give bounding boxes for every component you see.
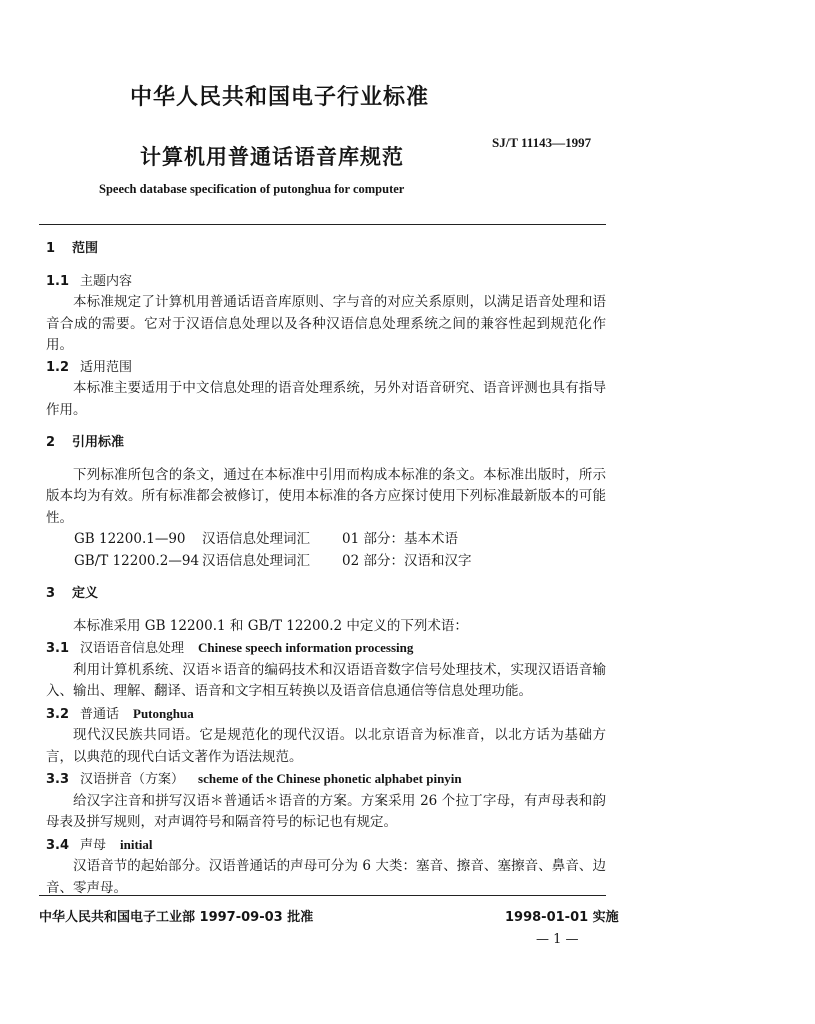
- section-3-heading: 3 定义: [46, 586, 99, 601]
- footer-rule: [39, 895, 606, 896]
- term-heading: 3.4 声母 initial: [46, 836, 153, 853]
- issuing-body-title: 中华人民共和国电子行业标准: [130, 85, 430, 110]
- effective-date: 1998-01-01 实施: [505, 910, 619, 925]
- reference-row: GB 12200.1—90 汉语信息处理词汇 01 部分：基本术语: [74, 531, 458, 547]
- term-definition: 利用计算机系统、汉语＊语音的编码技术和汉语语音数字信号处理技术，实现汉语语音输入、输出、理解、翻译、语音和文字相互转换以及语音信息通信等信息处理功能。: [46, 661, 606, 699]
- standard-number: SJ/T 11143—1997: [492, 135, 592, 150]
- section-1-1-text: 本标准规定了计算机用普通话语音库原则、字与音的对应关系原则，以满足语音处理和语音合成的需要。它对于汉语信息处理以及各种汉语信息处理系统之间的兼容性起到规范化作用。: [46, 294, 606, 353]
- reference-row: GB/T 12200.2—94 汉语信息处理词汇 02 部分：汉语和汉字: [74, 552, 472, 569]
- term-definition: 汉语音节的起始部分。汉语普通话的声母可分为 6 大类：塞音、擦音、塞擦音、鼻音、边音、零声母。: [46, 858, 606, 896]
- term-heading: 3.3 汉语拼音（方案） scheme of the Chinese phonetic alphabet pinyin: [46, 771, 462, 787]
- section-1-2-heading: 1.2 适用范围: [46, 359, 133, 375]
- term-definition: 给汉字注音和拼写汉语＊普通话＊语音的方案。方案采用 26 个拉丁字母，有声母表和韵母表及拼写规则，对声调符号和隔音符号的标记也有规定。: [46, 792, 606, 830]
- term-heading: 3.1 汉语语音信息处理 Chinese speech information processing: [46, 640, 414, 656]
- term-heading: 3.2 普通话 Putonghua: [46, 705, 194, 722]
- term-definition: 现代汉民族共同语。它是规范化的现代汉语。以北京语音为标准音，以北方话为基础方言，以典范的现代白话文著作为语法规范。: [46, 727, 606, 765]
- page-number: — 1 —: [536, 932, 579, 947]
- section-3-intro: 本标准采用 GB 12200.1 和 GB/T 12200.2 中定义的下列术语：: [73, 617, 468, 634]
- section-1-2-text: 本标准主要适用于中文信息处理的语音处理系统，另外对语音研究、语音评测也具有指导作用。: [46, 380, 606, 418]
- document-title: 计算机用普通话语音库规范: [140, 145, 404, 169]
- english-title: Speech database specification of putonghua for computer: [99, 182, 405, 196]
- approval-line: 中华人民共和国电子工业部 1997-09-03 批准: [39, 910, 314, 925]
- section-1-heading: 1 范围: [46, 241, 99, 256]
- section-2-text: 下列标准所包含的条文，通过在本标准中引用而构成本标准的条文。本标准出版时，所示版本均为有效。所有标准都会被修订，使用本标准的各方应探讨使用下列标准最新版本的可能性。: [46, 466, 606, 526]
- section-1-1-heading: 1.1 主题内容: [46, 273, 133, 289]
- document-body: [46, 238, 606, 899]
- section-2-heading: 2 引用标准: [46, 435, 125, 450]
- header-rule: [39, 224, 606, 225]
